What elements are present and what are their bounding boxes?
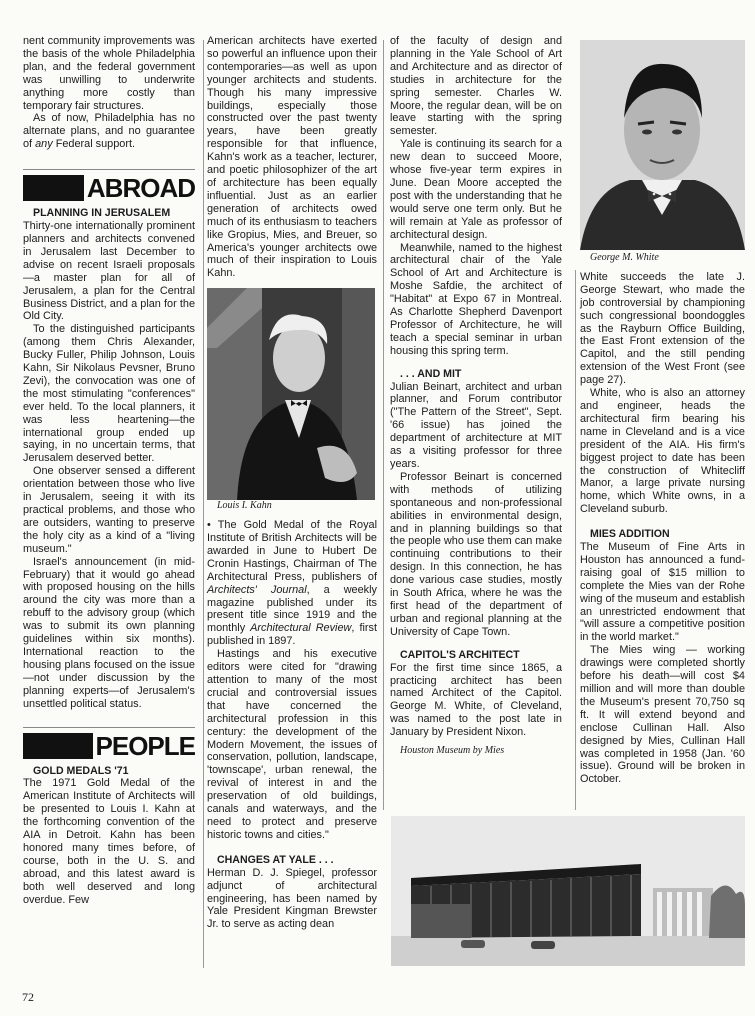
photo-caption: Houston Museum by Mies — [400, 745, 505, 757]
column-rule — [575, 270, 576, 810]
kahn-photo-art — [207, 288, 375, 500]
column-3 — [390, 35, 562, 758]
section-bar — [23, 733, 93, 759]
paragraph: of the faculty of design and planning in the Yale School of Art and Architecture and as director of studies in architecture for the spring semester. Charles W. Moore, the regular dean, will be on leave starting with the spring semester. — [390, 35, 562, 138]
paragraph: Israel's announcement (in mid-February) that it would go ahead with proposed housing on the hills around the city was more than a rebuff to the advisory group (which was to submit its own planning guidelines within six months). International reaction to the housing plans focused on the issue—not under discussion by the planning experts—of Jerusalem's unsettled political status. — [23, 555, 195, 710]
section-title: PEOPLE — [95, 730, 195, 761]
paragraph: Julian Beinart, architect and urban planner, and Forum contributor ("The Pattern of the Street", Sept. '66 issue) has joined the department of architecture at MIT as a visiting professor for three years. — [390, 380, 562, 470]
section-heading-abroad — [23, 169, 195, 204]
photo-louis-kahn — [207, 288, 375, 500]
paragraph: Hastings and his executive editors were cited for "drawing attention to many of the most crucial and controversial issues that have concerned the architectural profession in this century: the development of the Modern Movement, the issues of conservation, pollution, landscape, 'townscape', urban renewal, the revival of interest in and the preservation of old buildings, canals and waterways, and the need to protect and preserve historic towns and cities." — [207, 648, 377, 841]
photo-caption: Louis I. Kahn — [217, 500, 272, 512]
paragraph: Meanwhile, named to the highest architectural chair of the Yale School of Art and Architecture is Moshe Safdie, the architect of "Habitat" at Expo 67 in Montreal. As Charlotte Shepherd Davenport Professor of Architecture, he will teach a special seminar in urban housing this spring term. — [390, 241, 562, 357]
paragraph: White, who is also an attorney and engineer, heads the architectural firm bearing his name in Cleveland and is a vice president of the AIA. His firm's biggest project to date has been the construction of Whitecliff Manor, a large private nursing home, which White owns, in a Cleveland suburb. — [580, 387, 745, 516]
column-rule — [383, 40, 384, 810]
paragraph: As of now, Philadelphia has no alternate plans, and no guarantee of any Federal support. — [23, 112, 195, 151]
page-number: 72 — [22, 990, 34, 1004]
paragraph: Professor Beinart is concerned with methods of utilizing spontaneous and non-professional abilities in environmental design, and in planning buildings so that the people who use them can make continuing contributions to their design. In this connection, he has done various case studies, mostly in South Africa, where he was the first head of the department of urban and regional planning at the University of Cape Town. — [390, 470, 562, 638]
paragraph: nent community improvements was the basis of the whole Philadelphia plan, and the federal government was unwilling to underwrite anything more costly than temporary fair structures. — [23, 35, 195, 112]
museum-photo-art — [391, 816, 745, 966]
section-bar — [23, 175, 84, 201]
paragraph: For the first time since 1865, a practicing architect has been named Architect of the Capitol. George M. White, of Cleveland, was named to the post late in January by President Nixon. — [390, 661, 562, 739]
article-heading: PLANNING IN JERUSALEM — [33, 207, 171, 220]
column-rule — [203, 40, 204, 968]
paragraph: American architects have exerted so powerful an influence upon their contemporaries—as well as upon younger architects and students. Though his many impressive buildings, especially those constructed over the past twenty years, have been greatly responsible for that influence, Kahn's work as a teacher, lecturer, and poetic philosophizer of the art of architecture has been equally influential. Just as an earlier generation of architects owed much of its enthusiasm to teachers like Gropius, Mies, and Breuer, so America's younger architects owe much of their inspiration to Louis Kahn. — [207, 35, 377, 280]
section-heading-people — [23, 727, 195, 759]
section-title: ABROAD — [86, 173, 195, 204]
paragraph: Thirty-one internationally prominent planners and architects convened in Jerusalem last December to advise on recent Israeli proposals—a master plan for all of Jerusalem, a plan for the Central Business District, and a plan for the Old City. — [23, 220, 195, 323]
article-heading: CAPITOL'S ARCHITECT — [400, 648, 520, 661]
photo-george-white — [580, 40, 745, 250]
paragraph: One observer sensed a different orientation between those who live in Jerusalem, seeing it with its practical problems, and those who are outsiders, wanting to preserve the holy city as a kind of a "living museum." — [23, 465, 195, 555]
paragraph: The Museum of Fine Arts in Houston has announced a fund-raising goal of $15 million to complete the Mies van der Rohe wing of the museum and establish an unrestricted endowment that "will assure a competitive position in the world market." — [580, 541, 745, 644]
photo-houston-museum — [391, 816, 745, 966]
white-photo-art — [580, 40, 745, 250]
article-heading: . . . AND MIT — [400, 367, 462, 380]
paragraph: • The Gold Medal of the Royal Institute of British Architects will be awarded in June to Hubert De Cronin Hastings, Chairman of The Architectural Press, publishers of Architects' Journal, a weekly magazine published under its present title since 1919 and the monthly Architectural Review, first published in 1897. — [207, 519, 377, 648]
photo-caption: George M. White — [590, 252, 659, 263]
paragraph: Herman D. J. Spiegel, professor adjunct of architectural engineering, has been named by Yale President Kingman Brewster Jr. to serve as acting dean — [207, 866, 377, 931]
article-heading: GOLD MEDALS '71 — [33, 764, 129, 777]
paragraph: White succeeds the late J. George Stewart, who made the job controversial by championing such congressional boondoggles as the Rayburn Office Building, the East Front extension of the Capitol, and the still pending extension of the West Front (see page 27). — [580, 270, 745, 387]
article-heading: MIES ADDITION — [590, 528, 670, 541]
column-4 — [580, 252, 745, 786]
column-1 — [23, 35, 195, 906]
article-heading: CHANGES AT YALE . . . — [217, 853, 334, 866]
paragraph: The 1971 Gold Medal of the American Institute of Architects will be presented to Louis I. Kahn at the forthcoming convention of the AIA in Detroit. Kahn has been honored many times before, of course, both in the U. S. and abroad, and this latest award is both well deserved and long overdue. Few — [23, 777, 195, 906]
column-2 — [207, 35, 377, 931]
paragraph: The Mies wing — working drawings were completed shortly before his death—will cost $4 million and will more than double the Museum's present 70,750 sq ft. It will extend beyond and enclose Cullinan Hall. Also designed by Mies, Cullinan Hall was completed in 1958 (Jan. '60 issue). Ground will be broken in October. — [580, 644, 745, 786]
paragraph: Yale is continuing its search for a new dean to succeed Moore, whose five-year term expires in June. Dean Moore accepted the post with the understanding that he would serve one term only. But he will remain at Yale as professor of architectural design. — [390, 138, 562, 241]
paragraph: To the distinguished participants (among them Chris Alexander, Bucky Fuller, Philip Johnson, Louis Kahn, Sir Nikolaus Pevsner, Bruno Zevi), the convocation was one of the most stimulating "conferences" ever held. To the local planners, it was less heartening—the international group ended up saying, in no uncertain terms, that Jerusalem deserved better. — [23, 323, 195, 465]
